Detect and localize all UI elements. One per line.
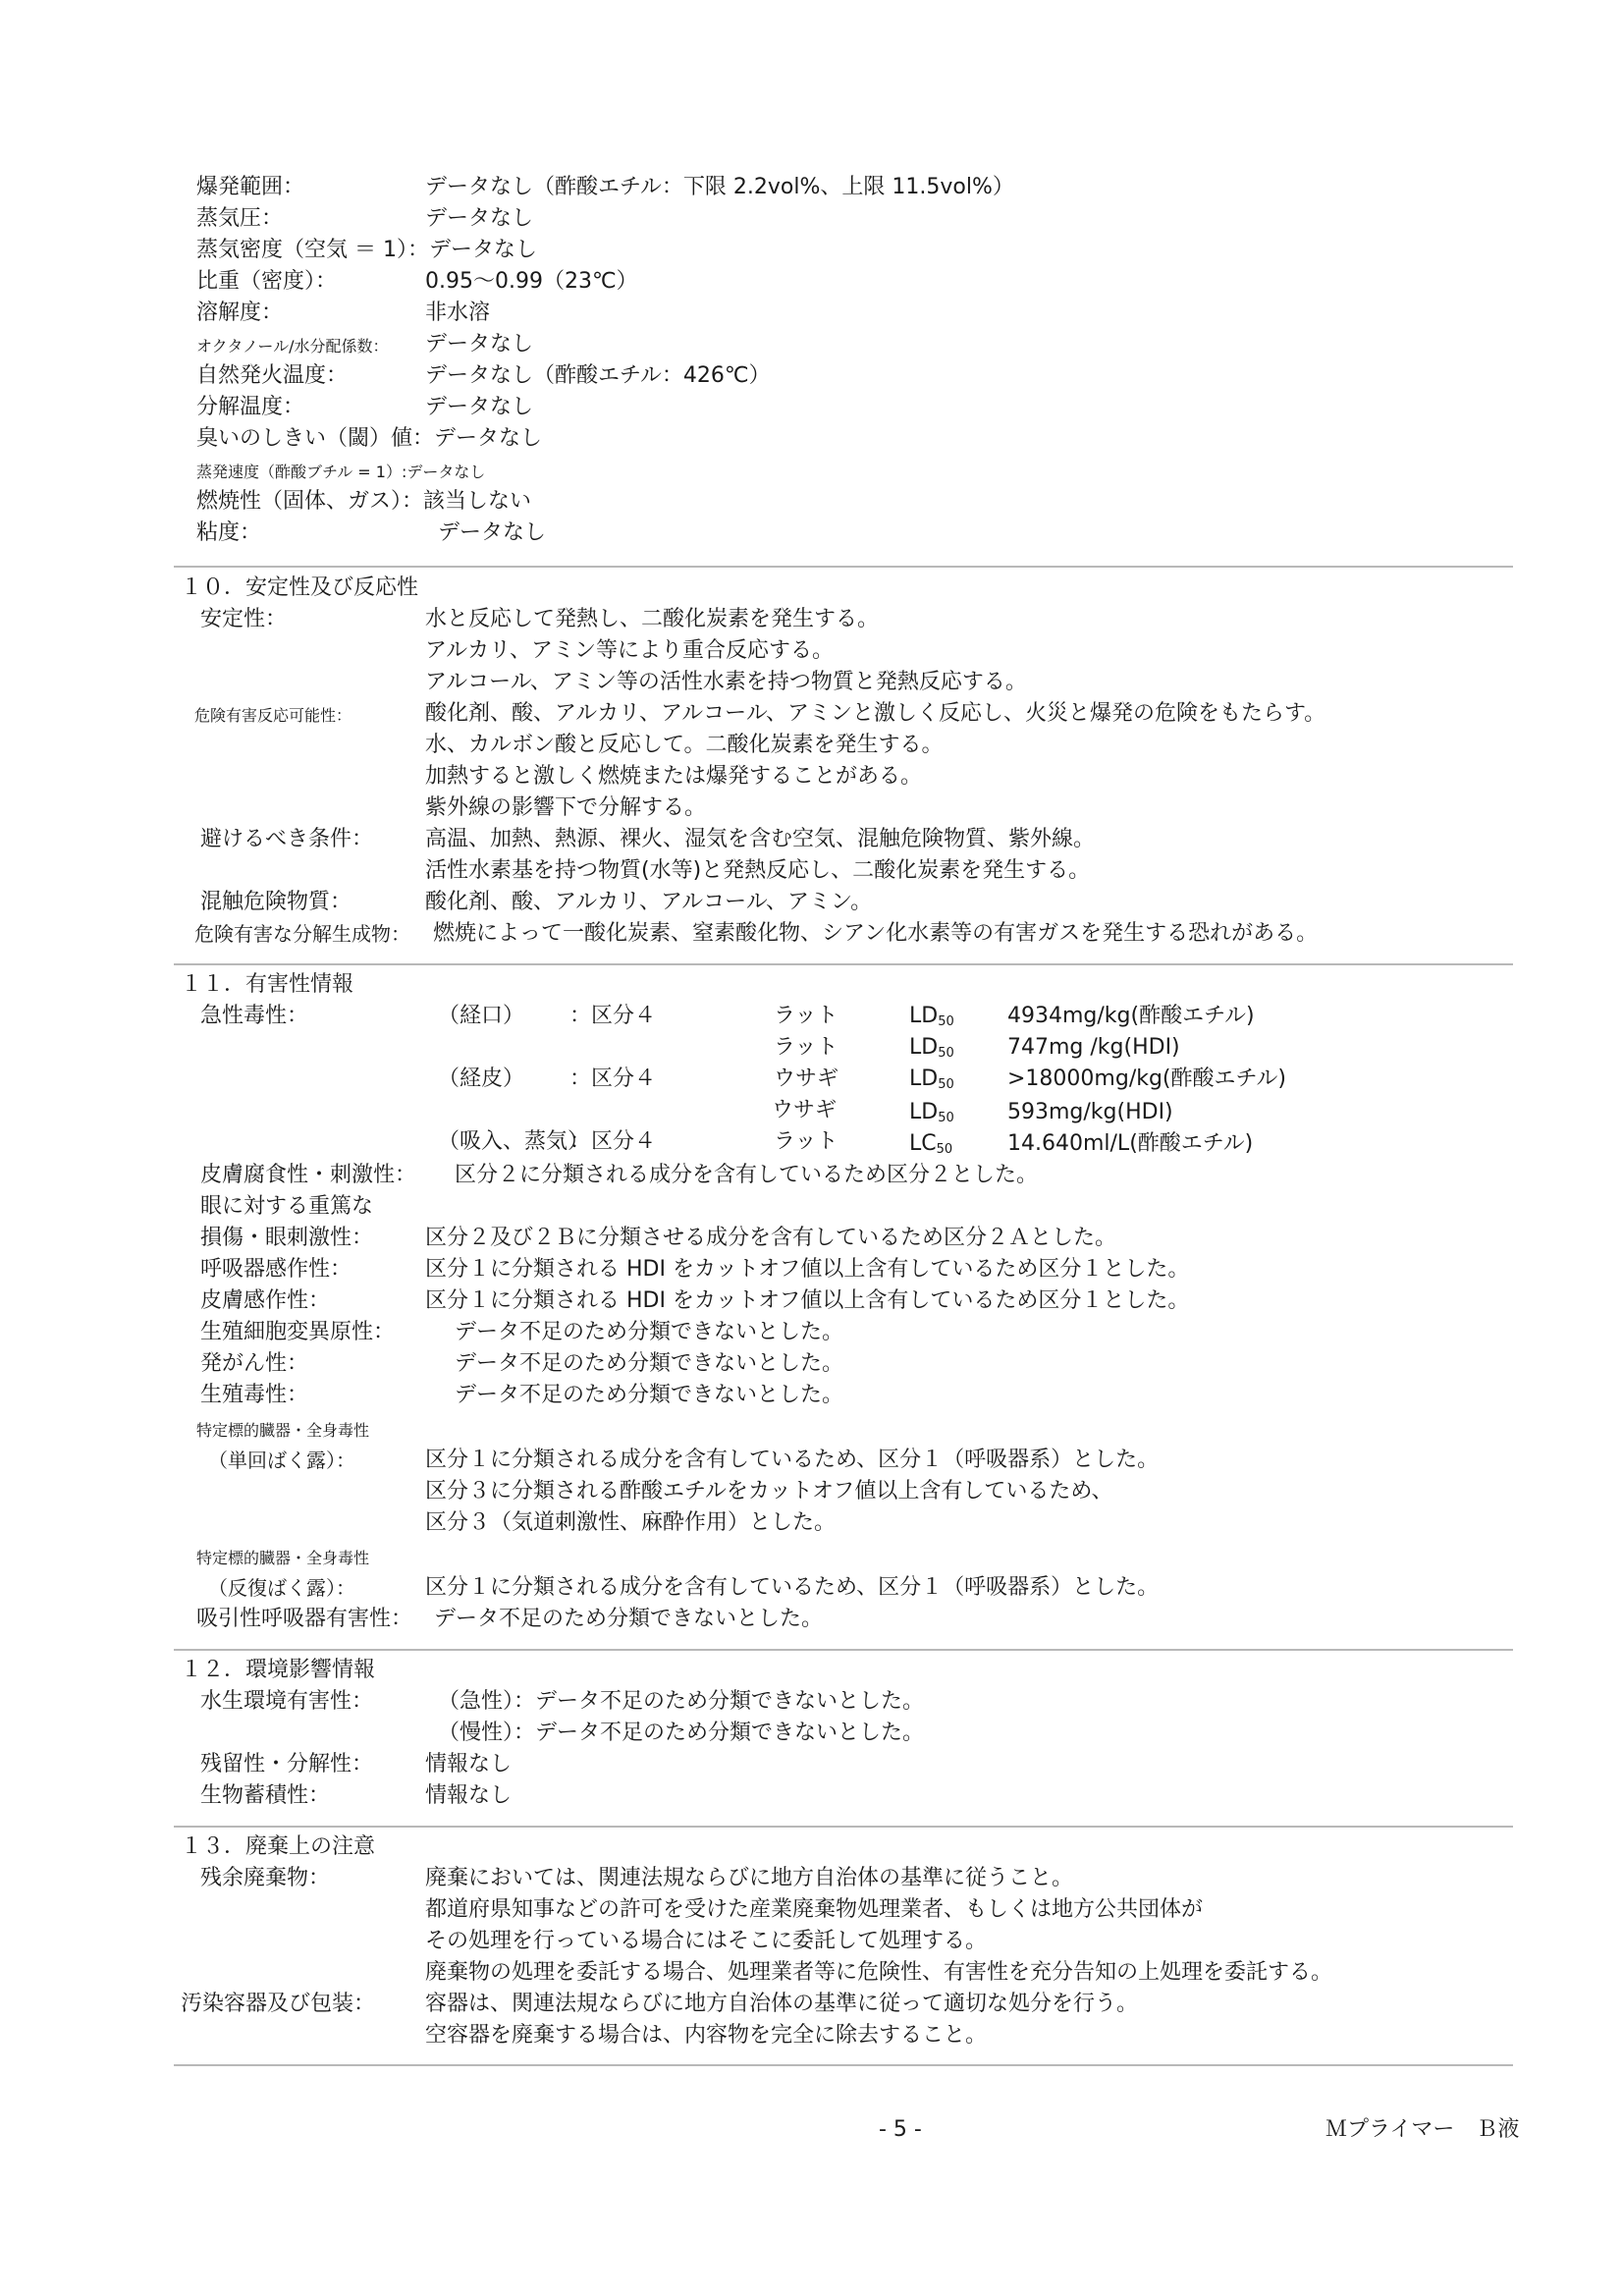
- field-label: 混触危険物質：: [200, 890, 352, 914]
- prop-value: データなし（酢酸エチル：下限 2.2vol%、上限 11.5vol%）: [425, 175, 1014, 199]
- field-value: 加熱すると激しく燃焼または爆発することがある。: [425, 764, 923, 789]
- acute-animal: ラット: [774, 1035, 839, 1060]
- field-label: 生物蓄積性：: [200, 1783, 331, 1808]
- field-value: 情報なし: [425, 1783, 513, 1808]
- acute-class: ：区分４: [569, 1004, 657, 1028]
- prop-label: オクタノール/水分配係数：: [196, 337, 389, 355]
- field-value: 空容器を廃棄する場合は、内容物を完全に除去すること。: [425, 2023, 988, 2048]
- acute-class: ：区分４: [569, 1066, 657, 1091]
- prop-label: 蒸気密度（空気 ＝ 1）：データなし: [196, 238, 537, 262]
- prop-label: 自然発火温度：: [196, 363, 349, 388]
- acute-route: （経皮）: [438, 1066, 525, 1091]
- field-value: 区分３に分類される酢酸エチルをカットオフ値以上含有しているため、: [425, 1479, 1113, 1503]
- section-divider: [174, 2064, 1513, 2066]
- field-label: 吸引性呼吸器有害性：: [196, 1607, 413, 1631]
- field-label: 危険有害な分解生成物：: [194, 922, 410, 946]
- section-divider: [174, 1826, 1513, 1828]
- acute-value: >18000mg/kg(酢酸エチル): [1007, 1066, 1286, 1091]
- prop-value: データなし: [425, 395, 534, 419]
- field-value: データ不足のため分類できないとした。: [455, 1383, 844, 1407]
- acute-route: （吸入、蒸気）: [438, 1129, 590, 1154]
- section-divider: [174, 963, 1513, 965]
- acute-animal: ウサギ: [774, 1066, 839, 1091]
- field-value: その処理を行っている場合にはそこに委託して処理する。: [425, 1929, 988, 1953]
- field-value: 区分１に分類される HDI をカットオフ値以上含有しているため区分１とした。: [425, 1288, 1190, 1313]
- acute-value: 14.640ml/L(酢酸エチル): [1007, 1131, 1254, 1156]
- section-divider: [174, 566, 1513, 568]
- acute-type: $LD_{50}$: [909, 1035, 954, 1061]
- field-label: 特定標的臓器・全身毒性: [196, 1421, 370, 1440]
- prop-label: 蒸発速度（酢酸ブチル = 1）:データなし: [196, 463, 486, 481]
- acute-type: $LD_{50}$: [909, 1100, 954, 1125]
- field-value: データ不足のため分類できないとした。: [455, 1351, 844, 1376]
- acute-value: 747mg /kg(HDI): [1007, 1035, 1180, 1060]
- field-label: 残留性・分解性：: [200, 1752, 374, 1777]
- field-value: 廃棄においては、関連法規ならびに地方自治体の基準に従うこと。: [425, 1866, 1074, 1890]
- field-label: 残余廃棄物：: [200, 1866, 331, 1890]
- field-value: 区分３（気道刺激性、麻酔作用）とした。: [425, 1510, 837, 1535]
- field-value: 区分１に分類される成分を含有しているため、区分１（呼吸器系）とした。: [425, 1448, 1160, 1472]
- field-label: 眼に対する重篤な: [200, 1194, 374, 1219]
- section-title: １２．環境影響情報: [181, 1658, 376, 1682]
- prop-label: 比重（密度）：: [196, 269, 338, 294]
- field-label: 急性毒性：: [200, 1004, 309, 1028]
- acute-class: ：区分４: [569, 1129, 657, 1154]
- prop-label: 溶解度：: [196, 301, 284, 325]
- field-value: 高温、加熱、熱源、裸火、湿気を含む空気、混触危険物質、紫外線。: [425, 827, 1096, 851]
- field-value: 区分２に分類される成分を含有しているため区分２とした。: [455, 1163, 1039, 1187]
- section-title: １１．有害性情報: [181, 972, 354, 997]
- prop-label: 蒸気圧：: [196, 206, 284, 231]
- field-label: 発がん性：: [200, 1351, 309, 1376]
- field-value: アルコール、アミン等の活性水素を持つ物質と発熱反応する。: [425, 670, 1027, 694]
- field-label: （単回ばく露）：: [208, 1449, 355, 1472]
- field-value: 区分１に分類される HDI をカットオフ値以上含有しているため区分１とした。: [425, 1257, 1190, 1282]
- field-label: 安定性：: [200, 607, 288, 631]
- prop-label: 分解温度：: [196, 395, 305, 419]
- field-value: 容器は、関連法規ならびに地方自治体の基準に従って適切な処分を行う。: [425, 1992, 1139, 2016]
- prop-value: データなし: [438, 520, 547, 545]
- prop-value: データなし（酢酸エチル：426℃）: [425, 363, 771, 388]
- field-value: 酸化剤、酸、アルカリ、アルコール、アミン。: [425, 890, 873, 914]
- field-label: 水生環境有害性：: [200, 1689, 374, 1714]
- acute-type: $LD_{50}$: [909, 1066, 954, 1092]
- acute-type: $LC_{50}$: [909, 1131, 953, 1157]
- prop-value: データなし: [425, 332, 534, 356]
- field-label: （反復ばく露）：: [208, 1576, 355, 1600]
- field-label: 皮膚腐食性・刺激性：: [200, 1163, 417, 1187]
- acute-animal: ラット: [774, 1129, 839, 1154]
- acute-value: 4934mg/kg(酢酸エチル): [1007, 1004, 1255, 1028]
- field-value: データ不足のため分類できないとした。: [434, 1607, 824, 1631]
- prop-label: 粘度：: [196, 520, 262, 545]
- acute-value: 593mg/kg(HDI): [1007, 1100, 1173, 1124]
- field-label: 呼吸器感作性：: [200, 1257, 352, 1282]
- page-number: - 5 -: [879, 2117, 922, 2142]
- prop-label: 爆発範囲：: [196, 175, 305, 199]
- field-label: 避けるべき条件：: [200, 827, 374, 851]
- acute-animal: ラット: [774, 1004, 839, 1028]
- prop-value: 非水溶: [425, 301, 491, 325]
- field-label: 生殖毒性：: [200, 1383, 309, 1407]
- prop-label: 臭いのしきい（閾）値：データなし: [196, 426, 543, 451]
- field-label: 皮膚感作性：: [200, 1288, 331, 1313]
- field-value: 燃焼によって一酸化炭素、窒素酸化物、シアン化水素等の有害ガスを発生する恐れがある。: [433, 921, 1319, 946]
- field-value: 活性水素基を持つ物質(水等)と発熱反応し、二酸化炭素を発生する。: [425, 858, 1091, 883]
- field-value: 区分２及び２Ｂに分類させる成分を含有しているため区分２Ａとした。: [425, 1226, 1117, 1250]
- field-value: （急性）：データ不足のため分類できないとした。: [438, 1689, 925, 1714]
- field-value: 区分１に分類される成分を含有しているため、区分１（呼吸器系）とした。: [425, 1575, 1160, 1600]
- section-title: １３．廃棄上の注意: [181, 1834, 376, 1859]
- prop-value: データなし: [425, 206, 534, 231]
- field-label: 生殖細胞変異原性：: [200, 1320, 396, 1344]
- section-title: １０．安定性及び反応性: [181, 575, 419, 600]
- section-divider: [174, 1649, 1513, 1651]
- field-value: 水、カルボン酸と反応して。二酸化炭素を発生する。: [425, 733, 944, 757]
- field-value: 紫外線の影響下で分解する。: [425, 795, 707, 820]
- field-label: 特定標的臓器・全身毒性: [196, 1549, 370, 1567]
- field-value: 廃棄物の処理を委託する場合、処理業者等に危険性、有害性を充分告知の上処理を委託する。: [425, 1960, 1333, 1985]
- field-label: 損傷・眼刺激性：: [200, 1226, 374, 1250]
- acute-route: （経口）: [438, 1004, 525, 1028]
- field-value: データ不足のため分類できないとした。: [455, 1320, 844, 1344]
- field-label: 危険有害反応可能性：: [194, 706, 352, 725]
- field-value: 情報なし: [425, 1752, 513, 1777]
- field-value: 都道府県知事などの許可を受けた産業廃棄物処理業者、もしくは地方公共団体が: [425, 1897, 1204, 1922]
- acute-animal: ウサギ: [772, 1098, 838, 1122]
- acute-type: $LD_{50}$: [909, 1004, 954, 1029]
- prop-label: 燃焼性（固体、ガス）：該当しない: [196, 489, 532, 514]
- product-name: Ｍプライマー Ｂ液: [1325, 2117, 1520, 2142]
- field-value: 酸化剤、酸、アルカリ、アルコール、アミンと激しく反応し、火災と爆発の危険をもたらす。: [425, 701, 1326, 726]
- field-label: 汚染容器及び包装：: [181, 1992, 376, 2016]
- field-value: 水と反応して発熱し、二酸化炭素を発生する。: [425, 607, 880, 631]
- field-value: （慢性）：データ不足のため分類できないとした。: [438, 1721, 925, 1745]
- field-value: アルカリ、アミン等により重合反応する。: [425, 638, 835, 663]
- prop-value: 0.95～0.99（23℃）: [425, 269, 638, 294]
